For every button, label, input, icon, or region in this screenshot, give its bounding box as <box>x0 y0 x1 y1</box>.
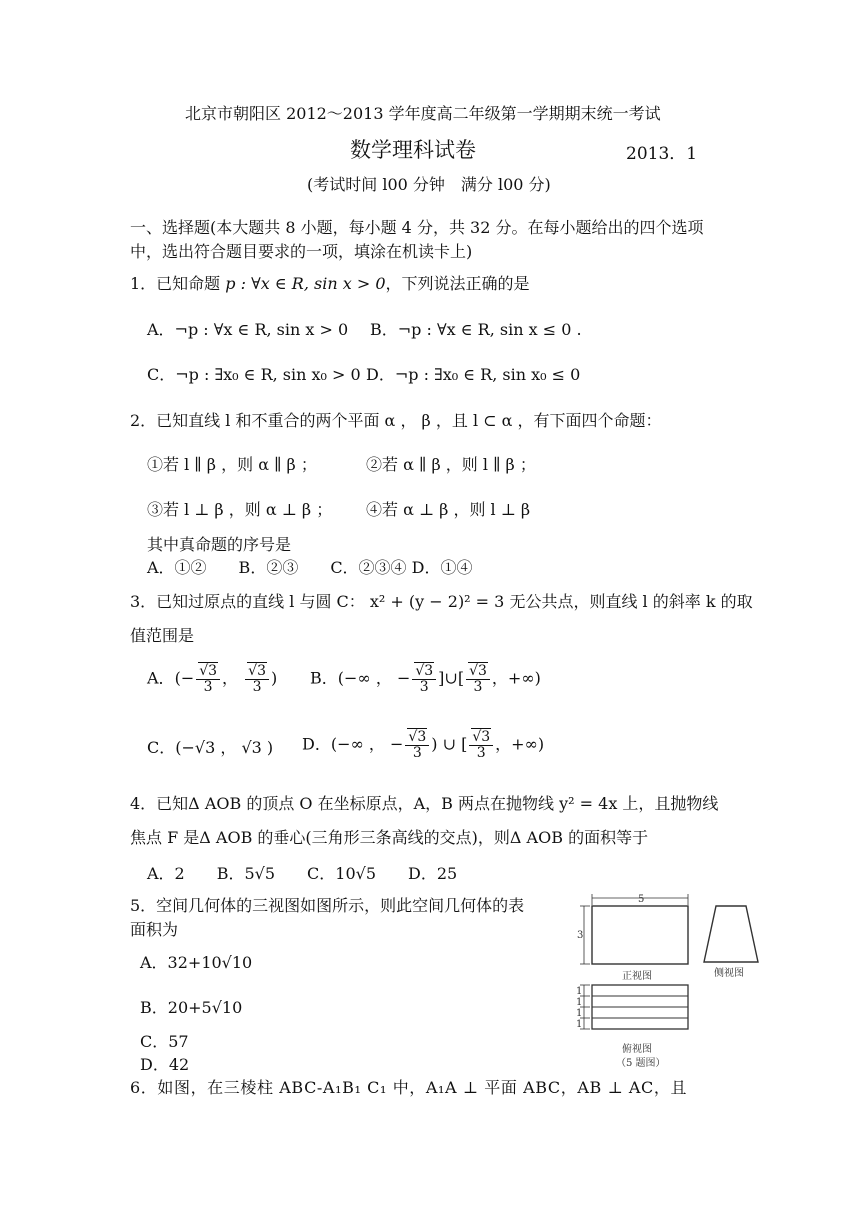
figure-caption: （5 题图） <box>616 1058 666 1069</box>
dim-left-label: 3 <box>577 930 584 941</box>
q5-option-a: A．32+10√10 <box>140 953 253 972</box>
q1-option-a: A．¬p : ∀x ∈ R, sin x > 0 <box>147 320 349 339</box>
row-label-3: 1 <box>576 1008 583 1019</box>
q1-option-d: D．¬p : ∃x₀ ∈ R, sin x₀ ≤ 0 <box>366 365 581 384</box>
q3-option-b: B．(−∞ ， − $\frac{√3}{3}$ ]∪[ $\frac{√3}{3}$ ，+∞) <box>310 663 541 695</box>
q2-proposition-4: ④若 α ⊥ β ，则 l ⊥ β <box>366 500 531 519</box>
q5-option-b: B．20+5√10 <box>140 998 243 1017</box>
q4-options: A．2 B．5√5 C．10√5 D．25 <box>147 864 458 883</box>
q1-option-c: C．¬p : ∃x₀ ∈ R, sin x₀ > 0 <box>147 365 361 384</box>
q5-option-d: D．42 <box>140 1055 190 1074</box>
q3-option-a: A．(− $\frac{√3}{3}$ ， $\frac{√3}{3}$ ) <box>147 663 278 695</box>
section-heading: 一、选择题(本大题共 8 小题，每小题 4 分，共 32 分。在每小题给出的四个选项中，选出符合题目要求的一项，填涂在机读卡上) <box>130 218 704 261</box>
question-5-stem-cont: 面积为 <box>130 920 179 939</box>
question-3-stem-cont: 值范围是 <box>130 626 195 645</box>
front-view-label: 正视图 <box>622 971 652 982</box>
side-view-trapezoid <box>704 906 758 962</box>
front-view-rect <box>592 906 688 964</box>
side-view-label: 侧视图 <box>714 968 744 979</box>
exam-title: 数学理科试卷 <box>350 138 476 162</box>
question-6-stem: 6．如图，在三棱柱 ABC-A₁B₁ C₁ 中，A₁A ⊥ 平面 ABC，AB ⊥ AC，且 <box>130 1078 688 1097</box>
q5-option-c: C．57 <box>140 1032 189 1051</box>
exam-date: 2013．1 <box>626 144 698 164</box>
three-view-figure <box>576 892 766 1072</box>
question-3-stem: 3．已知过原点的直线 l 与圆 C： x² + (y − 2)² = 3 无公共点，则直线 l 的斜率 k 的取 <box>130 592 753 611</box>
q2-ask: 其中真命题的序号是 <box>147 535 292 554</box>
q2-proposition-3: ③若 l ⊥ β ，则 α ⊥ β ； <box>147 500 333 519</box>
q3-option-d: D．(−∞ ， − $\frac{√3}{3}$ ) ∪ [ $\frac{√3}{3}$ ，+∞) <box>302 729 545 761</box>
q2-proposition-1: ①若 l ∥ β ，则 α ∥ β ； <box>147 455 317 474</box>
question-5-stem: 5．空间几何体的三视图如图所示，则此空间几何体的表 <box>130 896 525 915</box>
question-1-stem: 1．已知命题 p : ∀x ∈ R, sin x > 0，下列说法正确的是 <box>130 274 530 293</box>
q2-proposition-2: ②若 α ∥ β ，则 l ∥ β ； <box>366 455 536 474</box>
row-label-2: 1 <box>576 997 583 1008</box>
question-4-stem: 4．已知Δ AOB 的顶点 O 在坐标原点，A，B 两点在抛物线 y² = 4x 上，且抛物线 <box>130 794 719 813</box>
top-view-label: 俯视图 <box>622 1044 652 1055</box>
q2-options: A．①② B．②③ C．②③④ D．①④ <box>147 558 473 577</box>
row-label-1: 1 <box>576 986 583 997</box>
exam-subtitle: (考试时间 l00 分钟 满分 l00 分) <box>307 175 551 194</box>
dim-top-label: 5 <box>638 894 645 905</box>
exam-header: 北京市朝阳区 2012～2013 学年度高二年级第一学期期末统一考试 <box>185 104 661 123</box>
q3-option-c: C．(−√3 ， √3 ) <box>147 738 274 757</box>
row-label-4: 1 <box>576 1019 583 1030</box>
question-4-stem-cont: 焦点 F 是Δ AOB 的垂心(三角形三条高线的交点)，则Δ AOB 的面积等于 <box>130 828 649 847</box>
q1-option-b: B．¬p : ∀x ∈ R, sin x ≤ 0 . <box>370 320 582 339</box>
question-2-stem: 2．已知直线 l 和不重合的两个平面 α ， β ，且 l ⊂ α ，有下面四个命题： <box>130 411 662 430</box>
